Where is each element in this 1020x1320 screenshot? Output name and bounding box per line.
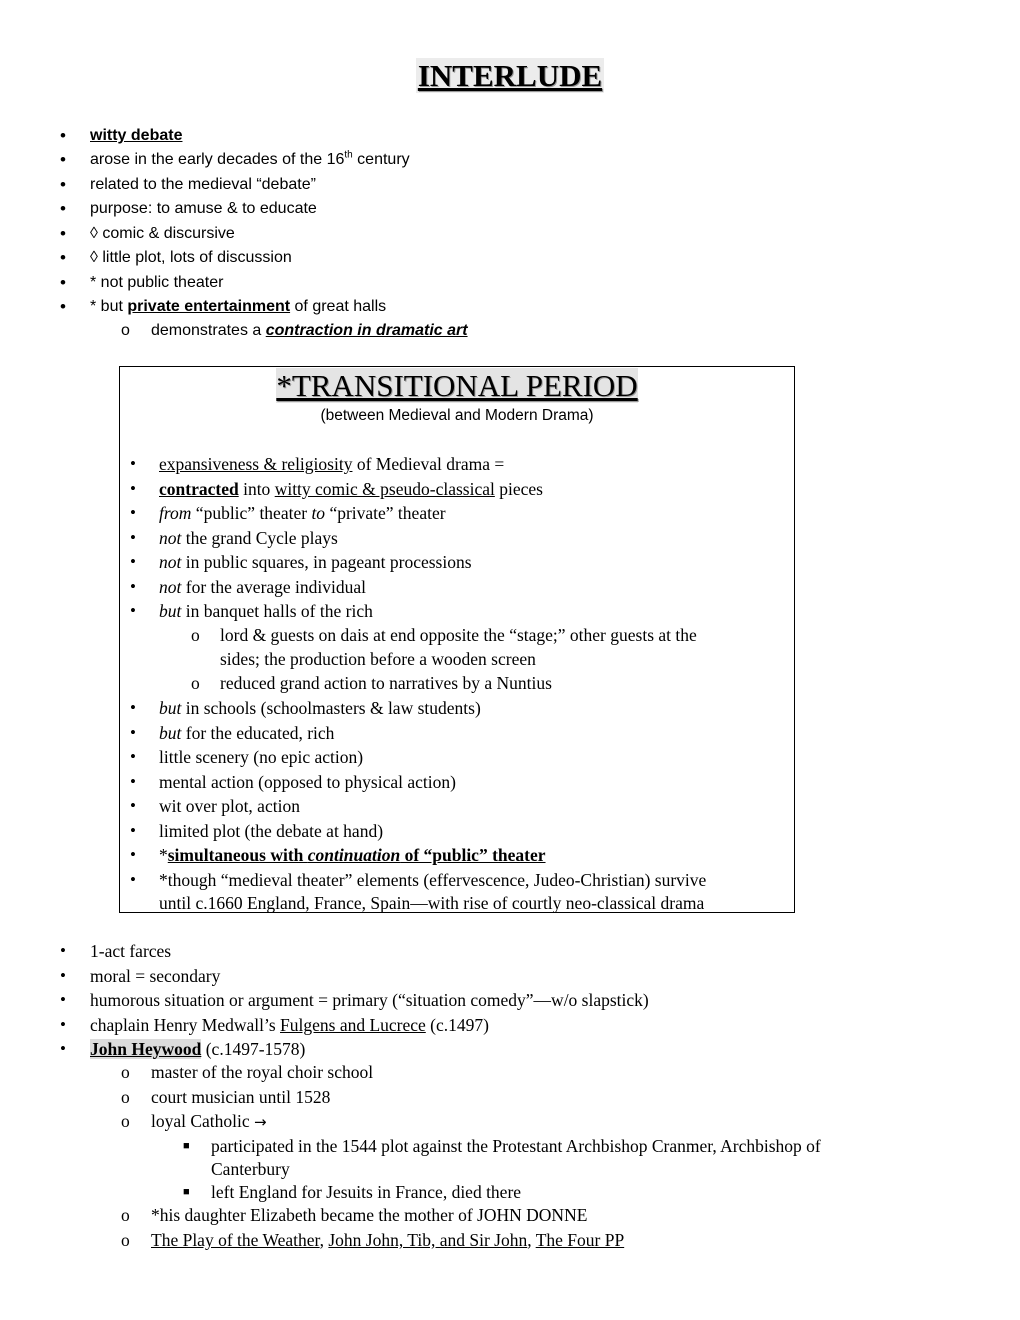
sub-item-continued: sides; the production before a wooden screen — [220, 649, 536, 669]
sub-item: demonstrates a contraction in dramatic art — [151, 322, 468, 339]
list-item: moral = secondary — [90, 966, 221, 986]
sub-sub-item: participated in the 1544 plot against the Protestant Archbishop Cranmer, Archbishop of — [211, 1136, 821, 1156]
list-item: *though “medieval theater” elements (effervescence, Judeo-Christian) survive — [159, 870, 707, 890]
sub-item: reduced grand action to narratives by a Nuntius — [220, 673, 552, 693]
bullet — [130, 599, 136, 623]
bullet — [60, 246, 66, 270]
bullet — [130, 868, 136, 892]
list-item: purpose: to amuse & to educate — [90, 200, 317, 217]
bullet — [130, 477, 136, 501]
sub-sub-item: left England for Jesuits in France, died there — [211, 1182, 522, 1202]
sub-item: The Play of the Weather, John John, Tib, and Sir John, The Four PP — [151, 1230, 625, 1250]
bullet — [60, 197, 66, 221]
sub-bullet: o — [121, 1205, 130, 1225]
arrow-right-icon: → — [254, 1113, 267, 1131]
bullet — [130, 794, 136, 818]
sub-item: court musician until 1528 — [151, 1087, 331, 1107]
list-item: arose in the early decades of the 16th century — [90, 149, 410, 168]
list-item: ◊ comic & discursive — [90, 225, 235, 242]
bullet — [60, 964, 66, 988]
list-item: expansiveness & religiosity of Medieval drama = — [159, 454, 505, 474]
square-bullet: ■ — [183, 1140, 190, 1152]
bullet — [60, 295, 66, 319]
sub-item: loyal Catholic → — [151, 1111, 267, 1131]
list-item: mental action (opposed to physical action) — [159, 772, 456, 792]
bullet — [130, 452, 136, 476]
bullet — [130, 550, 136, 574]
list-item: 1-act farces — [90, 941, 172, 961]
list-item: chaplain Henry Medwall’s Fulgens and Lucrece (c.1497) — [90, 1015, 489, 1035]
bullet — [60, 271, 66, 295]
sub-bullet: o — [121, 1087, 130, 1107]
list-item: * but private entertainment of great halls — [90, 298, 387, 315]
list-item: little scenery (no epic action) — [159, 747, 364, 767]
bullet — [130, 721, 136, 745]
list-item: *simultaneous with continuation of “public” theater — [159, 845, 546, 865]
bullet — [60, 1013, 66, 1037]
bullet — [60, 1037, 66, 1061]
bullet — [130, 843, 136, 867]
bullet — [130, 501, 136, 525]
list-item: contracted into witty comic & pseudo-classical pieces — [159, 479, 543, 499]
sub-item: master of the royal choir school — [151, 1062, 374, 1082]
bullet — [60, 222, 66, 246]
bullet — [60, 148, 66, 172]
sub-bullet: o — [191, 625, 200, 645]
list-item: from “public” theater to “private” theater — [159, 503, 446, 523]
square-bullet: ■ — [183, 1186, 190, 1198]
bullet — [130, 745, 136, 769]
bullet — [130, 696, 136, 720]
list-item: not in public squares, in pageant processions — [159, 552, 472, 572]
box-title: *TRANSITIONAL PERIOD — [276, 368, 638, 403]
bullet — [60, 939, 66, 963]
list-item: not the grand Cycle plays — [159, 528, 338, 548]
sub-bullet: o — [121, 322, 130, 339]
list-item: ◊ little plot, lots of discussion — [90, 249, 292, 266]
list-item: related to the medieval “debate” — [90, 176, 316, 193]
box-subtitle: (between Medieval and Modern Drama) — [320, 407, 594, 424]
list-item: witty debate — [90, 127, 183, 144]
page-title: INTERLUDE — [417, 58, 603, 93]
bullet — [130, 770, 136, 794]
sub-item: lord & guests on dais at end opposite the “stage;” other guests at the — [220, 625, 697, 645]
sub-bullet: o — [121, 1062, 130, 1082]
list-item: not for the average individual — [159, 577, 367, 597]
list-item-continued: until c.1660 England, France, Spain—with rise of courtly neo-classical drama — [159, 893, 705, 913]
list-item: limited plot (the debate at hand) — [159, 821, 384, 841]
sub-bullet: o — [121, 1230, 130, 1250]
bullet — [60, 124, 66, 148]
list-item: wit over plot, action — [159, 796, 300, 816]
bullet — [130, 575, 136, 599]
list-item: but in banquet halls of the rich — [159, 601, 373, 621]
list-item: humorous situation or argument = primary (“situation comedy”—w/o slapstick) — [90, 990, 649, 1010]
list-item: but in schools (schoolmasters & law students) — [159, 698, 481, 718]
sub-sub-item-continued: Canterbury — [211, 1159, 290, 1179]
sub-bullet: o — [121, 1111, 130, 1131]
sub-bullet: o — [191, 673, 200, 693]
list-item: John Heywood (c.1497-1578) — [90, 1039, 306, 1059]
sub-item: *his daughter Elizabeth became the mother of JOHN DONNE — [151, 1205, 588, 1225]
list-item: * not public theater — [90, 274, 224, 291]
bullet — [60, 173, 66, 197]
bullet — [130, 526, 136, 550]
bullet — [60, 988, 66, 1012]
list-item: but for the educated, rich — [159, 723, 335, 743]
bullet — [130, 819, 136, 843]
